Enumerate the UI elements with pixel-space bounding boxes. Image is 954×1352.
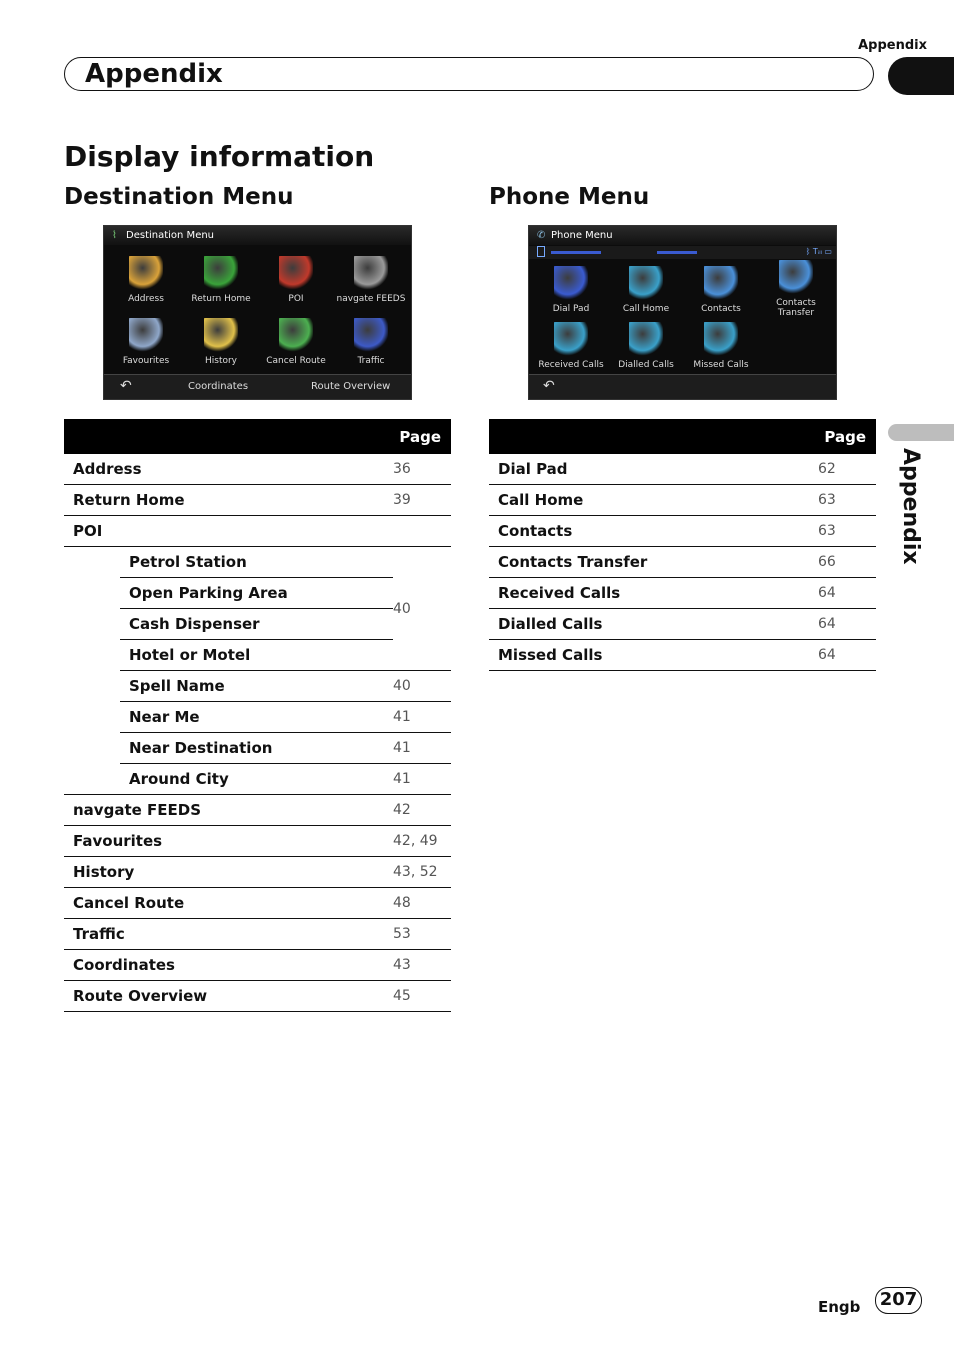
entry-page: 41 [393,764,451,795]
screen-icon-label: navgate FEEDS [336,294,406,304]
screen-bottom-bar [104,374,411,399]
indent-spacer [64,702,120,733]
poi-option-label: Around City [120,764,393,795]
screen-icon-label: Contacts Transfer [776,298,816,318]
page-column-header: Page [489,419,876,454]
entry-label: History [64,857,393,888]
section-tab-marker [888,57,954,95]
poi-subrow [64,733,451,764]
table-row [489,640,876,671]
poi-subrow [64,640,451,671]
entry-page: 36 [393,454,451,485]
entry-page: 64 [818,640,876,671]
entry-page: 42, 49 [393,826,451,857]
destination-heading: Destination Menu [64,184,294,210]
entry-page: 53 [393,919,451,950]
dialled-call-icon[interactable] [629,322,663,356]
entry-page: 63 [818,516,876,547]
table-row [64,485,451,516]
screen-icon-label: History [204,356,238,366]
missed-call-icon[interactable] [704,322,738,356]
cancel-route-icon[interactable] [279,318,313,352]
screen-icon-label: Call Home [622,304,670,314]
table-row [489,609,876,640]
car-icon[interactable] [354,318,388,352]
indent-spacer [64,547,120,578]
entry-label: Call Home [489,485,818,516]
indent-spacer [64,640,120,671]
section-banner [64,57,874,91]
indent-spacer [64,578,120,609]
table-row [64,857,451,888]
screen-icon-label: Received Calls [538,360,604,370]
destination-index-table [64,419,451,1012]
entry-label: Contacts [489,516,818,547]
poi-subrow [64,547,451,578]
entry-page: 48 [393,888,451,919]
table-row [64,981,451,1012]
screen-icon-label: Favourites [122,356,170,366]
screen-icon-label: Dialled Calls [618,360,674,370]
entry-label: Dial Pad [489,454,818,485]
entry-label: Missed Calls [489,640,818,671]
entry-label: Contacts Transfer [489,547,818,578]
entry-page: 41 [393,733,451,764]
running-header-label: Appendix [858,38,927,53]
section-title: Appendix [85,59,223,89]
status-bar [529,246,836,259]
table-row [489,547,876,578]
screen-icon-label: Cancel Route [266,356,326,366]
screen-icon-label: POI [288,294,304,304]
entry-page [393,516,451,547]
language-code: Engb [818,1298,861,1316]
table-row [64,795,451,826]
feeds-icon[interactable] [354,256,388,290]
entry-label: Route Overview [64,981,393,1012]
entry-page: 42 [393,795,451,826]
screen-icon-label: Dial Pad [552,304,590,314]
keypad-icon[interactable] [554,266,588,300]
entry-page: 43 [393,950,451,981]
table-row [64,516,451,547]
table-row [64,888,451,919]
table-row [489,485,876,516]
entry-page: 39 [393,485,451,516]
entry-page: 64 [818,609,876,640]
contact-icon[interactable] [704,266,738,300]
received-call-icon[interactable] [554,322,588,356]
screen-icon-label: Traffic [357,356,385,366]
poi-subrow [64,702,451,733]
entry-label: Received Calls [489,578,818,609]
screen-title-bar [529,226,836,245]
entry-page: 66 [818,547,876,578]
entry-page: 64 [818,578,876,609]
indent-spacer [64,671,120,702]
entry-page: 62 [818,454,876,485]
screen-title: Destination Menu [126,230,215,241]
back-icon[interactable]: ↶ [120,378,132,394]
entry-label: POI [64,516,393,547]
screen-icon-label: Address [128,294,164,304]
screen-title-bar [104,226,411,245]
destination-menu-screenshot [103,225,412,400]
route-overview-button[interactable]: Route Overview [311,381,391,392]
poi-category-label: Open Parking Area [120,578,393,609]
favourites-icon[interactable] [129,318,163,352]
table-row [64,454,451,485]
entry-page: 40 [393,547,451,671]
phone-index-table [489,419,876,671]
page-column-header: Page [64,419,451,454]
entry-page: 40 [393,671,451,702]
indent-spacer [64,609,120,640]
back-icon[interactable]: ↶ [543,378,555,394]
poi-option-label: Spell Name [120,671,393,702]
carrier-name-blurred [657,251,697,254]
entry-label: Address [64,454,393,485]
screen-icon-label: Return Home [191,294,251,304]
screen-icon-label: Contacts [701,304,741,314]
signal-battery-icon: ᛒ Tᵢₗₗ ▭ [805,247,832,256]
contacts-transfer-icon[interactable] [779,260,813,294]
entry-page: 63 [818,485,876,516]
indent-spacer [64,733,120,764]
entry-label: Return Home [64,485,393,516]
page-number: 207 [875,1287,922,1314]
poi-option-label: Near Me [120,702,393,733]
screen-title: Phone Menu [551,230,613,241]
table-row [64,950,451,981]
indent-spacer [64,764,120,795]
building-icon[interactable] [279,256,313,290]
call-home-icon[interactable] [629,266,663,300]
phone-menu-screenshot [528,225,837,400]
entry-label: Cancel Route [64,888,393,919]
table-row [489,578,876,609]
side-tab [893,448,927,563]
screen-icon-label: Missed Calls [693,360,749,370]
screen-bottom-bar [529,374,836,399]
history-icon[interactable] [204,318,238,352]
entry-page: 43, 52 [393,857,451,888]
entry-page: 41 [393,702,451,733]
poi-subrow [64,764,451,795]
entry-label: Traffic [64,919,393,950]
entry-label: Dialled Calls [489,609,818,640]
poi-category-label: Petrol Station [120,547,393,578]
poi-option-label: Near Destination [120,733,393,764]
device-name-blurred [551,251,601,254]
phone-icon: ✆ [537,230,546,241]
table-row [64,919,451,950]
home-arrow-icon[interactable] [204,256,238,290]
entry-label: Favourites [64,826,393,857]
entry-label: navgate FEEDS [64,795,393,826]
map-icon[interactable] [129,256,163,290]
poi-category-label: Cash Dispenser [120,609,393,640]
table-row [489,516,876,547]
page-title: Display information [64,140,375,173]
device-icon [537,246,545,257]
poi-subrow [64,671,451,702]
coordinates-button[interactable]: Coordinates [188,381,249,392]
table-row [64,826,451,857]
entry-label: Coordinates [64,950,393,981]
side-tab-bar [888,424,954,441]
side-tab-label: Appendix [898,448,923,565]
route-icon: ⌇ [112,230,117,241]
phone-heading: Phone Menu [489,184,650,210]
table-row [489,454,876,485]
entry-page: 45 [393,981,451,1012]
poi-category-label: Hotel or Motel [120,640,393,671]
